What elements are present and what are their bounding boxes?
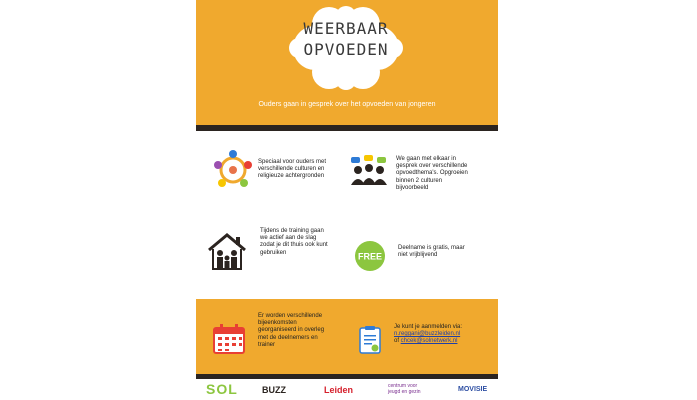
feature-2-line-1: We gaan met elkaar in: [396, 156, 456, 162]
email-link-1[interactable]: n.reggani@buzzleiden.nl: [394, 331, 461, 338]
title-line-2: OPVOEDEN: [303, 40, 389, 59]
feature-1-line-2: verschillende culturen en: [258, 166, 325, 173]
feature-3-line-4: gebruiken: [260, 249, 287, 256]
info-band: [196, 299, 498, 374]
feature-3-line-2: we actief aan de slag: [260, 235, 317, 242]
signup-label: Je kunt je aanmelden via:: [394, 324, 463, 330]
meetings-line-5: trainer: [258, 341, 276, 348]
signup-text: [394, 324, 498, 346]
title-line-1: WEERBAAR: [303, 19, 389, 38]
meetings-line-3: georganiseerd in overleg: [258, 327, 325, 334]
sol-logo-text: SOL: [206, 381, 238, 397]
feature-1-line-1: Speciaal voor ouders met: [258, 159, 327, 165]
leiden-logo-text: Leiden: [324, 385, 354, 395]
centrum-logo-line-1: centrum voor: [388, 383, 418, 389]
email-line-2: [394, 338, 498, 345]
meetings-line-2: bijeenkomsten: [258, 320, 297, 327]
header-band: [196, 0, 498, 125]
movisie-logo: [458, 386, 487, 393]
feature-3-line-1: Tijdens de training gaan: [260, 228, 324, 234]
email-link-2[interactable]: chcek@solnetwerk.nl: [400, 338, 458, 345]
movisie-logo-text: MOVISIE: [458, 386, 488, 393]
feature-text-1: [258, 159, 350, 181]
feature-2-line-5: bijvoorbeeld: [396, 184, 429, 191]
clipboard-form-icon: [358, 325, 382, 355]
group-speech-bubbles-icon: [349, 155, 389, 187]
feature-text-2: [396, 156, 496, 192]
feature-4-line-2: niet vrijblijvend: [398, 252, 438, 259]
free-badge-label: FREE: [357, 251, 383, 262]
diverse-people-circle-icon: [212, 149, 254, 191]
feature-1-line-3: religieuze achtergronden: [258, 173, 325, 180]
divider-bar: [196, 125, 498, 131]
partner-logos: [196, 379, 498, 400]
centrum-logo-line-2: jeugd en gezin: [388, 389, 421, 395]
meetings-text: [258, 313, 350, 349]
feature-3-line-3: zodat je dit thuis ook kunt: [260, 242, 328, 249]
feature-4-line-1: Deelname is gratis, maar: [398, 245, 465, 251]
subtitle: Ouders gaan in gesprek over het opvoeden van jongeren: [258, 101, 436, 108]
page-title: [285, 18, 407, 60]
buzz-logo: [262, 385, 286, 395]
meetings-line-1: Er worden verschillende: [258, 313, 323, 319]
meetings-line-4: met de deelnemers en: [258, 334, 318, 341]
centrum-jeugd-gezin-logo: [388, 383, 421, 395]
feature-text-3: [260, 228, 352, 257]
family-house-icon: [207, 233, 247, 271]
feature-text-4: [398, 245, 494, 259]
calendar-icon: [212, 323, 246, 355]
buzz-logo-text: BUZZ: [262, 385, 286, 395]
leiden-logo: [324, 385, 353, 395]
email-prefix: of: [394, 338, 401, 345]
feature-2-line-4: binnen 2 culturen: [396, 177, 443, 184]
feature-2-line-2: gesprek over verschillende: [396, 163, 468, 170]
feature-2-line-3: opvoedthema's. Opgroeien: [396, 170, 468, 177]
sol-logo: [206, 381, 238, 397]
free-badge-icon: [354, 240, 386, 272]
poster: [196, 0, 498, 400]
